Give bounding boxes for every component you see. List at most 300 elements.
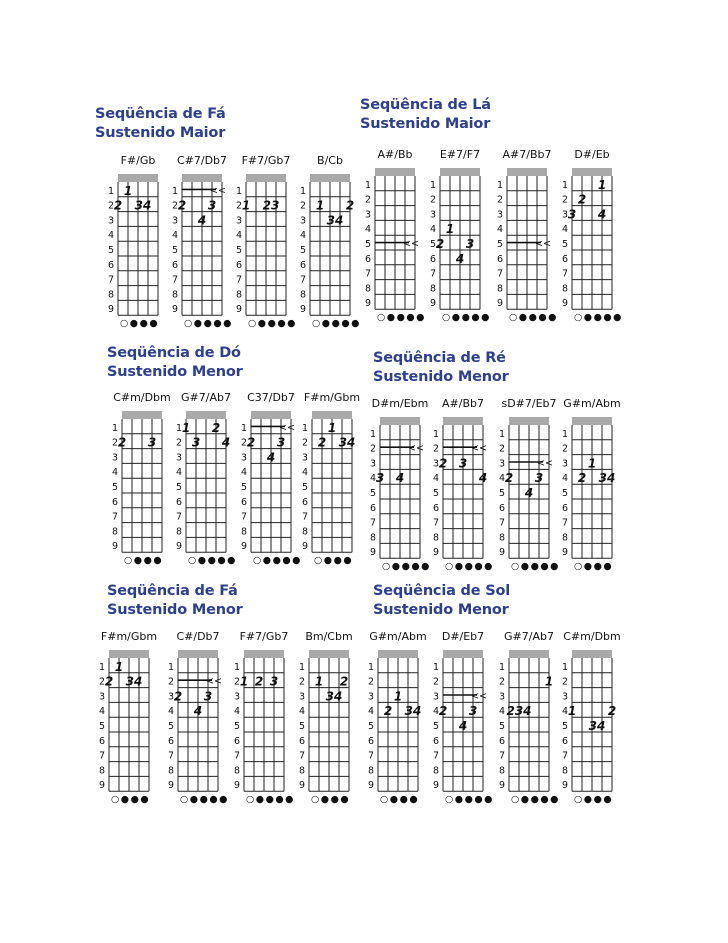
section-title	[373, 349, 509, 387]
section-title-line1: Seqüência de Fá	[95, 106, 226, 122]
fret-number: 6	[499, 735, 506, 747]
fret-number: 2	[168, 676, 175, 688]
fret-number: 9	[176, 541, 183, 553]
fret-number: 7	[112, 511, 119, 523]
nut	[186, 411, 226, 419]
fret-number: 6	[176, 496, 183, 508]
chord-name: sD#7/Eb7	[501, 397, 557, 410]
fret-number: 4	[562, 473, 569, 485]
chord-diagram	[170, 154, 234, 330]
finger-number: 1	[241, 198, 251, 213]
fret-number: 8	[365, 283, 372, 295]
string-markers: ○●●●●	[574, 312, 623, 324]
finger-number: 2	[607, 704, 617, 719]
fret-number: 5	[562, 721, 569, 732]
fret-number: 1	[370, 428, 377, 440]
fret-number: 6	[168, 735, 175, 747]
fret-number: 6	[112, 496, 119, 508]
finger-number: 2	[117, 435, 127, 450]
fret-number: 3	[302, 452, 309, 464]
finger-number: 1	[327, 420, 337, 435]
fret-number: 6	[562, 253, 569, 265]
fret-number: 1	[562, 661, 569, 673]
barre-mark: <<	[210, 185, 226, 197]
section-title-line1: Seqüência de Ré	[373, 350, 506, 366]
finger-number: 1	[445, 222, 455, 237]
fret-number: 3	[112, 452, 119, 464]
fret-number: 2	[176, 437, 183, 449]
fret-number: 7	[299, 750, 306, 762]
fret-number: 7	[236, 274, 243, 286]
nut	[509, 650, 549, 658]
finger-number: 4	[221, 435, 231, 450]
chord-diagram	[363, 148, 427, 324]
fret-number: 9	[562, 298, 569, 310]
chord-name: F#7/Gb7	[241, 154, 291, 167]
finger-number: 2	[254, 674, 264, 689]
fret-number: 5	[236, 245, 243, 256]
fretboard	[363, 162, 429, 324]
fret-number: 1	[562, 428, 569, 440]
chord-name: F#m/Gbm	[303, 391, 361, 404]
finger-number: 3	[567, 207, 577, 222]
fret-number: 5	[108, 245, 115, 256]
fret-number: 1	[299, 661, 306, 673]
fretboard	[170, 168, 236, 330]
string-markers: ○●●●●	[382, 561, 431, 573]
finger-number: 3	[468, 704, 478, 719]
nut	[507, 168, 547, 176]
finger-number: 2	[317, 435, 327, 450]
fret-number: 4	[370, 473, 377, 485]
fretboard	[497, 644, 563, 806]
fret-number: 4	[108, 230, 115, 242]
finger-number: 2	[173, 689, 183, 704]
chord-name: F#/Gb	[120, 154, 156, 167]
fret-number: 5	[300, 245, 307, 256]
fret-number: 2	[299, 676, 306, 688]
fret-number: 2	[368, 676, 375, 688]
fret-number: 2	[365, 194, 372, 206]
fret-number: 8	[562, 765, 569, 777]
finger-number: 4	[458, 719, 468, 733]
fret-number: 4	[433, 706, 440, 718]
fret-number: 2	[430, 194, 437, 206]
finger-number: 2	[435, 237, 445, 251]
fret-number: 8	[302, 526, 309, 538]
fretboard	[495, 162, 561, 324]
finger-number: 3	[191, 435, 201, 450]
fret-number: 6	[108, 259, 115, 271]
barre-mark: <<	[471, 691, 487, 702]
finger-number: 2	[383, 704, 393, 719]
nut	[443, 650, 483, 658]
fret-number: 9	[241, 541, 248, 553]
chord-diagram	[560, 148, 624, 324]
fret-number: 5	[562, 488, 569, 499]
fret-number: 1	[112, 422, 119, 434]
fret-number: 4	[499, 473, 506, 485]
finger-number: 1	[239, 674, 249, 689]
fret-number: 2	[433, 676, 440, 688]
chord-diagram	[234, 154, 298, 330]
finger-number: 2	[177, 198, 187, 213]
fret-number: 3	[499, 691, 506, 703]
fret-number: 7	[430, 268, 437, 280]
finger-number: 3	[276, 435, 286, 450]
finger-number: 4	[597, 207, 607, 222]
finger-number: 2	[345, 198, 355, 213]
fret-number: 9	[368, 780, 375, 792]
fretboard	[298, 168, 364, 330]
fret-number: 5	[234, 721, 241, 732]
string-markers: ○●●●●	[445, 794, 494, 806]
fret-number: 6	[433, 502, 440, 514]
finger-number: 1	[393, 689, 403, 704]
fretboard	[166, 644, 232, 806]
fret-number: 7	[108, 274, 115, 286]
fret-number: 4	[433, 473, 440, 485]
fret-number: 6	[300, 259, 307, 271]
fretboard	[232, 644, 298, 806]
chord-diagram	[239, 391, 303, 567]
fret-number: 3	[176, 452, 183, 464]
fret-number: 3	[241, 452, 248, 464]
fret-number: 5	[499, 488, 506, 499]
finger-number: 23	[262, 198, 280, 213]
fret-number: 1	[168, 661, 175, 673]
string-markers: ○●●●●	[248, 318, 297, 330]
fret-number: 3	[299, 691, 306, 703]
fret-number: 9	[499, 547, 506, 559]
fret-number: 5	[299, 721, 306, 732]
chord-name: G#m/Abm	[369, 630, 427, 643]
finger-number: 34	[134, 198, 152, 213]
fret-number: 5	[497, 239, 504, 250]
fret-number: 6	[433, 735, 440, 747]
section-title-line2: Sustenido Menor	[373, 602, 509, 618]
finger-number: 1	[181, 420, 191, 435]
chord-diagram	[497, 397, 561, 573]
fret-number: 1	[365, 179, 372, 191]
fret-number: 7	[302, 511, 309, 523]
fret-number: 8	[168, 765, 175, 777]
fret-number: 6	[236, 259, 243, 271]
fret-number: 8	[241, 526, 248, 538]
fret-number: 2	[499, 443, 506, 455]
fret-number: 7	[365, 268, 372, 280]
fret-number: 3	[300, 215, 307, 227]
fret-number: 6	[172, 259, 179, 271]
fret-number: 9	[370, 547, 377, 559]
chord-name: G#7/Ab7	[181, 391, 231, 404]
fret-number: 6	[562, 502, 569, 514]
chord-diagram	[428, 148, 492, 324]
fret-number: 9	[236, 304, 243, 316]
chord-name: D#m/Ebm	[371, 397, 429, 410]
fret-number: 8	[368, 765, 375, 777]
chord-name: G#m/Abm	[563, 397, 621, 410]
fret-number: 5	[168, 721, 175, 732]
fret-number: 3	[172, 215, 179, 227]
finger-number: 3	[147, 435, 157, 450]
section-title-line2: Sustenido Menor	[107, 602, 243, 618]
section-title	[360, 96, 491, 134]
fretboard	[97, 644, 163, 806]
fret-number: 7	[499, 750, 506, 762]
fret-number: 1	[499, 661, 506, 673]
fret-number: 4	[365, 224, 372, 236]
fretboard	[174, 405, 240, 567]
chord-name: C#/Db7	[176, 630, 220, 643]
fret-number: 7	[433, 750, 440, 762]
string-markers: ○●●●●	[188, 555, 237, 567]
fret-number: 4	[176, 467, 183, 479]
fret-number: 6	[299, 735, 306, 747]
fret-number: 5	[368, 721, 375, 732]
fret-number: 8	[300, 289, 307, 301]
fret-number: 2	[499, 676, 506, 688]
section-title-line2: Sustenido Maior	[95, 125, 226, 141]
fret-number: 7	[368, 750, 375, 762]
fretboard	[428, 162, 494, 324]
fret-number: 3	[562, 458, 569, 470]
fretboard	[368, 411, 434, 573]
chord-name: C37/Db7	[247, 391, 295, 404]
finger-number: 234	[506, 704, 532, 719]
nut	[509, 417, 549, 425]
fret-number: 2	[234, 676, 241, 688]
finger-number: 3	[203, 689, 213, 704]
fret-number: 8	[562, 283, 569, 295]
fret-number: 9	[365, 298, 372, 310]
fret-number: 4	[300, 230, 307, 242]
chord-name: B/Cb	[317, 154, 343, 167]
fret-number: 1	[368, 661, 375, 673]
chord-name: C#m/Dbm	[563, 630, 621, 643]
string-markers: ○●●●	[111, 794, 151, 806]
finger-number: 2	[104, 674, 114, 689]
finger-number: 2	[113, 198, 123, 213]
fret-number: 4	[562, 706, 569, 718]
fret-number: 9	[172, 304, 179, 316]
fret-number: 8	[236, 289, 243, 301]
nut	[378, 650, 418, 658]
fret-number: 2	[370, 443, 377, 455]
fret-number: 3	[562, 691, 569, 703]
fret-number: 4	[562, 224, 569, 236]
fret-number: 9	[234, 780, 241, 792]
fret-number: 6	[499, 502, 506, 514]
fret-number: 4	[234, 706, 241, 718]
fret-number: 2	[562, 443, 569, 455]
fret-number: 1	[302, 422, 309, 434]
fret-number: 4	[99, 706, 106, 718]
finger-number: 1	[123, 183, 133, 198]
fret-number: 8	[176, 526, 183, 538]
fret-number: 1	[108, 185, 115, 197]
barre-mark: <<	[206, 676, 222, 688]
fret-number: 9	[299, 780, 306, 792]
finger-number: 2	[438, 456, 448, 471]
fret-number: 3	[365, 209, 372, 221]
fret-number: 9	[497, 298, 504, 310]
finger-number: 4	[455, 251, 465, 266]
nut	[309, 650, 349, 658]
fret-number: 6	[430, 253, 437, 265]
section-title-line2: Sustenido Maior	[360, 116, 491, 132]
finger-number: 3	[534, 471, 544, 486]
chord-name: A#/Bb	[377, 148, 413, 161]
fret-number: 2	[497, 194, 504, 206]
fret-number: 8	[433, 765, 440, 777]
string-markers: ○●●●●	[511, 794, 560, 806]
fret-number: 7	[176, 511, 183, 523]
fretboard	[560, 411, 626, 573]
finger-number: 34	[325, 689, 343, 704]
finger-number: 2	[211, 420, 221, 435]
fret-number: 1	[430, 179, 437, 191]
finger-number: 4	[524, 486, 534, 500]
fret-number: 2	[302, 437, 309, 449]
chord-name: C#7/Db7	[176, 154, 228, 167]
fret-number: 9	[302, 541, 309, 553]
fret-number: 3	[370, 458, 377, 470]
fretboard	[366, 644, 432, 806]
string-markers: ○●●●●	[184, 318, 233, 330]
fret-number: 5	[176, 482, 183, 493]
fret-number: 7	[172, 274, 179, 286]
fret-number: 1	[99, 661, 106, 673]
chord-diagram	[495, 148, 559, 324]
finger-number: 3	[458, 456, 468, 471]
fret-number: 2	[300, 200, 307, 212]
chord-name: C#m/Dbm	[113, 391, 171, 404]
fret-number: 5	[365, 239, 372, 250]
fret-number: 2	[112, 437, 119, 449]
fret-number: 6	[370, 502, 377, 514]
finger-number: 3	[375, 471, 385, 486]
chord-name: A#7/Bb7	[502, 148, 552, 161]
fret-number: 6	[302, 496, 309, 508]
chord-name: F#7/Gb7	[239, 630, 289, 643]
fret-number: 8	[112, 526, 119, 538]
string-markers: ○●●●●	[312, 318, 361, 330]
fret-number: 3	[108, 215, 115, 227]
fret-number: 8	[497, 283, 504, 295]
fretboard	[431, 644, 497, 806]
finger-number: 1	[315, 198, 325, 213]
fret-number: 7	[241, 511, 248, 523]
fret-number: 8	[108, 289, 115, 301]
fret-number: 3	[368, 691, 375, 703]
fret-number: 8	[562, 532, 569, 544]
fret-number: 5	[241, 482, 248, 493]
string-markers: ○●●●●	[377, 312, 426, 324]
fret-number: 9	[433, 547, 440, 559]
fret-number: 2	[99, 676, 106, 688]
fret-number: 7	[99, 750, 106, 762]
barre-mark: <<	[535, 238, 551, 250]
string-markers: ○●●●	[574, 561, 614, 573]
chord-diagram	[366, 630, 430, 806]
string-markers: ○●●●	[120, 318, 160, 330]
nut	[182, 174, 222, 182]
fret-number: 9	[433, 780, 440, 792]
finger-number: 34	[598, 471, 616, 486]
chord-name: A#/Bb7	[442, 397, 484, 410]
section-title-line1: Seqüência de Fá	[107, 583, 238, 599]
fretboard	[106, 168, 172, 330]
fret-number: 8	[499, 765, 506, 777]
fretboard	[239, 405, 305, 567]
finger-number: 1	[597, 177, 607, 192]
barre-mark: <<	[403, 238, 419, 250]
fret-number: 5	[430, 239, 437, 250]
finger-number: 34	[404, 704, 422, 719]
fret-number: 1	[433, 428, 440, 440]
fret-number: 4	[430, 224, 437, 236]
fret-number: 5	[172, 245, 179, 256]
fret-number: 6	[241, 496, 248, 508]
fret-number: 2	[236, 200, 243, 212]
nut	[572, 168, 612, 176]
fret-number: 1	[176, 422, 183, 434]
finger-number: 2	[339, 674, 349, 689]
fret-number: 7	[433, 517, 440, 529]
fret-number: 9	[168, 780, 175, 792]
fret-number: 5	[112, 482, 119, 493]
fret-number: 2	[562, 676, 569, 688]
fret-number: 4	[172, 230, 179, 242]
string-markers: ○●●●	[314, 555, 354, 567]
fretboard	[560, 644, 626, 806]
nut	[375, 168, 415, 176]
fret-number: 9	[562, 547, 569, 559]
fret-number: 4	[368, 706, 375, 718]
fret-number: 6	[497, 253, 504, 265]
fret-number: 4	[299, 706, 306, 718]
fret-number: 5	[370, 488, 377, 499]
fret-number: 1	[499, 428, 506, 440]
chord-name: E#7/F7	[439, 148, 481, 161]
barre-mark: <<	[408, 443, 424, 455]
nut	[380, 417, 420, 425]
fret-number: 5	[562, 239, 569, 250]
fret-number: 2	[241, 437, 248, 449]
fret-number: 7	[370, 517, 377, 529]
fret-number: 3	[168, 691, 175, 703]
chord-name: Bm/Cbm	[305, 630, 353, 643]
fret-number: 4	[241, 467, 248, 479]
fret-number: 7	[497, 268, 504, 280]
finger-number: 34	[338, 435, 356, 450]
fret-number: 1	[234, 661, 241, 673]
nut	[440, 168, 480, 176]
string-markers: ○●●●	[124, 555, 164, 567]
fret-number: 8	[234, 765, 241, 777]
fret-number: 7	[300, 274, 307, 286]
finger-number: 2	[504, 471, 514, 486]
chord-diagram	[431, 397, 495, 573]
barre-mark: <<	[537, 458, 553, 469]
chord-diagram	[174, 391, 238, 567]
barre-mark: <<	[279, 422, 295, 434]
section-title-line1: Seqüência de Dó	[107, 345, 241, 361]
chord-diagram	[298, 154, 362, 330]
finger-number: 1	[114, 659, 124, 674]
string-markers: ○●●●	[574, 794, 614, 806]
